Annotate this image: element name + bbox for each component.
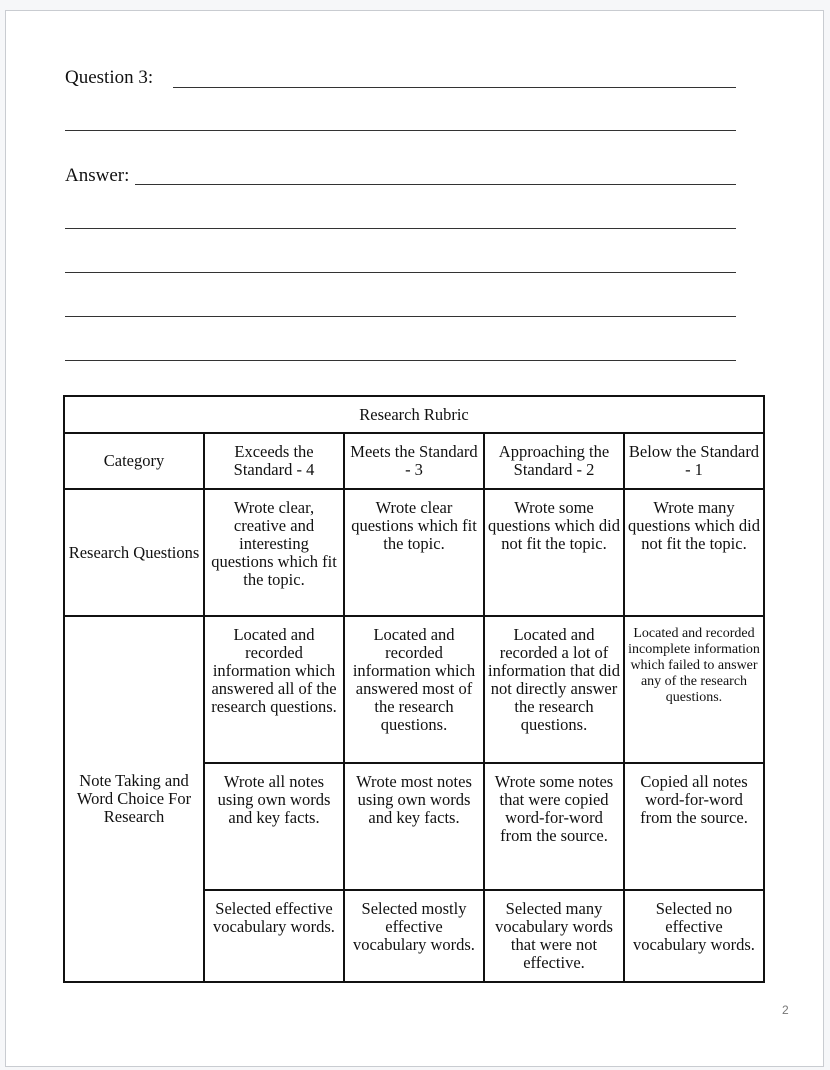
header-meets: Meets the Standard - 3 bbox=[344, 433, 484, 489]
table-row bbox=[64, 489, 764, 616]
rubric-cell: Wrote all notes using own words and key facts. bbox=[204, 763, 344, 890]
rubric-cell: Selected no effective vocabulary words. bbox=[624, 890, 764, 982]
rubric-cell: Located and recorded information which answered all of the research questions. bbox=[204, 616, 344, 763]
category-cell: Note Taking and Word Choice For Research bbox=[64, 616, 204, 982]
research-rubric-table bbox=[63, 395, 765, 983]
category-cell: Research Questions bbox=[64, 489, 204, 616]
rubric-title: Research Rubric bbox=[64, 396, 764, 433]
header-row bbox=[64, 433, 764, 489]
rubric-cell: Wrote some questions which did not fit the topic. bbox=[484, 489, 624, 616]
header-category: Category bbox=[64, 433, 204, 489]
header-exceeds: Exceeds the Standard - 4 bbox=[204, 433, 344, 489]
table-row bbox=[64, 616, 764, 763]
rubric-cell: Located and recorded incomplete information which failed to answer any of the research questions. bbox=[624, 616, 764, 763]
answer-line-2[interactable] bbox=[65, 228, 736, 229]
page-number: 2 bbox=[782, 1003, 789, 1017]
rubric-cell: Wrote clear questions which fit the topic. bbox=[344, 489, 484, 616]
question-line-2[interactable] bbox=[65, 130, 736, 131]
rubric-cell: Located and recorded a lot of information that did not directly answer the research questions. bbox=[484, 616, 624, 763]
answer-line-3[interactable] bbox=[65, 272, 736, 273]
rubric-cell: Wrote some notes that were copied word-for-word from the source. bbox=[484, 763, 624, 890]
answer-line-5[interactable] bbox=[65, 360, 736, 361]
question-label: Question 3: bbox=[65, 67, 154, 88]
header-approaching: Approaching the Standard - 2 bbox=[484, 433, 624, 489]
rubric-cell: Selected mostly effective vocabulary words. bbox=[344, 890, 484, 982]
header-below: Below the Standard - 1 bbox=[624, 433, 764, 489]
rubric-cell: Selected effective vocabulary words. bbox=[204, 890, 344, 982]
rubric-cell: Wrote clear, creative and interesting questions which fit the topic. bbox=[204, 489, 344, 616]
rubric-cell: Wrote many questions which did not fit the topic. bbox=[624, 489, 764, 616]
rubric-cell: Located and recorded information which answered most of the research questions. bbox=[344, 616, 484, 763]
question-line[interactable] bbox=[173, 87, 736, 88]
rubric-cell: Copied all notes word-for-word from the source. bbox=[624, 763, 764, 890]
answer-line[interactable] bbox=[135, 184, 736, 185]
answer-line-4[interactable] bbox=[65, 316, 736, 317]
rubric-cell: Wrote most notes using own words and key facts. bbox=[344, 763, 484, 890]
rubric-cell: Selected many vocabulary words that were not effective. bbox=[484, 890, 624, 982]
answer-label: Answer: bbox=[65, 165, 130, 186]
